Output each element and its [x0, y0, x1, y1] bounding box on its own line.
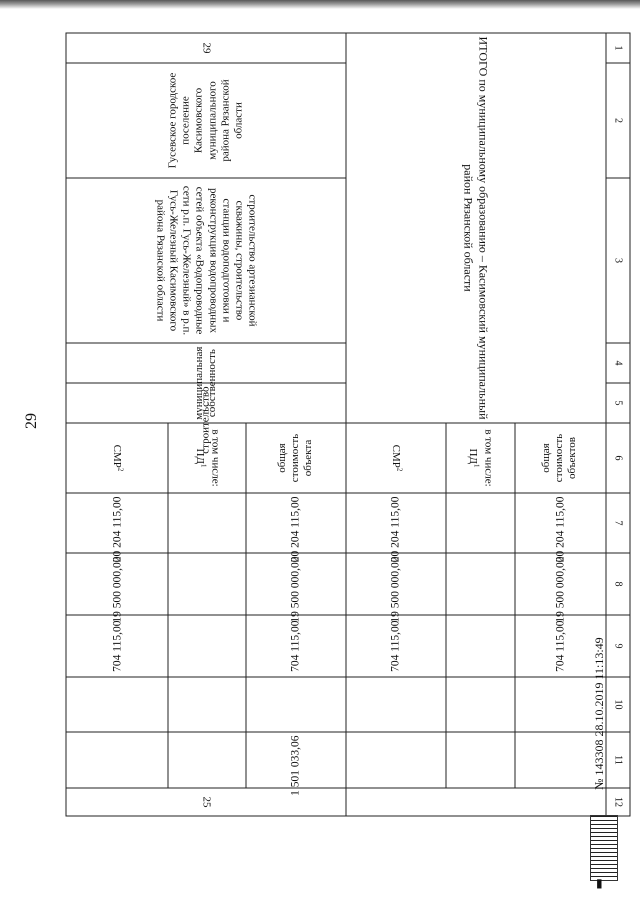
cell-col8: [168, 553, 246, 615]
row-label-text: в том числе: ПД: [467, 429, 495, 487]
row-label: [446, 423, 515, 493]
value: 19 500 000,00: [389, 556, 402, 623]
value: 20 204 115,00: [554, 496, 567, 563]
value: 19 500 000,00: [111, 556, 124, 623]
row-label: [66, 423, 168, 493]
row-label: [515, 423, 606, 493]
cell-col10: [66, 677, 168, 732]
col-number: 4: [606, 343, 630, 383]
value: 704 115,00: [389, 620, 402, 672]
row-label-text: СМР: [389, 444, 402, 468]
col-number: 7: [606, 493, 630, 553]
settlement-name: [66, 63, 346, 178]
value: 704 115,00: [289, 620, 302, 672]
cell-col12: [346, 788, 606, 816]
cell-col8: [446, 553, 515, 615]
col-number: 2: [606, 63, 630, 178]
document-icon: ▮: [596, 876, 603, 890]
cell-col10: [168, 677, 246, 732]
funding-table: [66, 33, 631, 817]
row-label: [246, 423, 346, 493]
footnote-mark: 2: [116, 467, 125, 472]
cell-col8: [246, 553, 346, 623]
footnote-mark: 1: [472, 463, 481, 468]
col-number: 11: [606, 732, 630, 788]
cell-col9: [246, 615, 346, 677]
cell-col11: [446, 732, 515, 788]
cell-col10: [346, 677, 446, 732]
cell-col8: [66, 553, 168, 623]
object-description: строительство артезианской скважины, строительство станции водоподготовки и реконструкция водопроводных сетей объекта «Водопроводные сети р.п. Гусь-Железный» в р.п. Гусь-Железный Касимовского района Рязанской области: [66, 178, 346, 343]
cell-total: [168, 493, 246, 553]
cell-col9: [346, 615, 446, 677]
scan-edge: [0, 0, 640, 9]
value: 1 501 033,06: [289, 735, 302, 796]
col-number: 3: [606, 178, 630, 343]
value: 704 115,00: [554, 620, 567, 672]
column-number-row: [606, 33, 630, 816]
table-wrap: [65, 33, 630, 816]
col-number: 9: [606, 615, 630, 677]
footnote-mark: 2: [395, 467, 404, 472]
row-label-text: СМР: [110, 444, 123, 468]
value: 19 500 000,00: [289, 556, 302, 623]
col-number: 6: [606, 423, 630, 493]
cell-col11: [346, 732, 446, 788]
cell-col11: [168, 732, 246, 788]
value: 20 204 115,00: [111, 496, 124, 563]
cell-col11: [66, 732, 168, 788]
col-number: 10: [606, 677, 630, 732]
work-type: [66, 383, 346, 454]
value: 20 204 115,00: [389, 496, 402, 563]
col-number: 1: [606, 33, 630, 63]
footnote-mark: 1: [199, 463, 208, 468]
value: 704 115,00: [111, 620, 124, 672]
barcode-stamp: [590, 815, 618, 881]
row-label-text: общая стоимость объекта: [276, 433, 315, 483]
cell-col10: [446, 677, 515, 732]
page-number: 29: [23, 413, 40, 429]
cell-col8: [515, 553, 606, 623]
cell-col9: [66, 615, 168, 677]
col-number: 5: [606, 383, 630, 423]
value: 20 204 115,00: [289, 496, 302, 563]
row-label-text: в том числе: ПД: [194, 429, 222, 487]
cell-total: [246, 493, 346, 563]
cell-total: [66, 493, 168, 563]
ownership-text: муниципальная собственность: [192, 346, 218, 420]
cell-total: [515, 493, 606, 563]
row-label-text: общая стоимость объектов: [540, 433, 579, 483]
col-number: 12: [606, 788, 630, 816]
col-number: 8: [606, 553, 630, 615]
value: 19 500 000,00: [554, 556, 567, 623]
cell-total: [446, 493, 515, 553]
entry-number: 29: [66, 33, 346, 63]
row-label: [346, 423, 446, 493]
cell-col11: [246, 732, 346, 796]
entry-row: [246, 33, 346, 816]
cell-col9: [446, 615, 515, 677]
work-type-text: строительство: [199, 386, 212, 454]
total-label: ИТОГО по муниципальному образованию – Касимовский муниципальный район Рязанской области: [346, 33, 606, 423]
settlement-text: Гусевское городское поселение Касимовского муниципального района Рязанской области: [166, 72, 245, 169]
cell-col9: [168, 615, 246, 677]
cell-col12: 25: [66, 788, 346, 816]
cell-col8: [346, 553, 446, 623]
document-footer: № 143308 28.10.2019 11:13:49: [592, 637, 606, 790]
cell-total: [346, 493, 446, 563]
cell-col10: [246, 677, 346, 732]
